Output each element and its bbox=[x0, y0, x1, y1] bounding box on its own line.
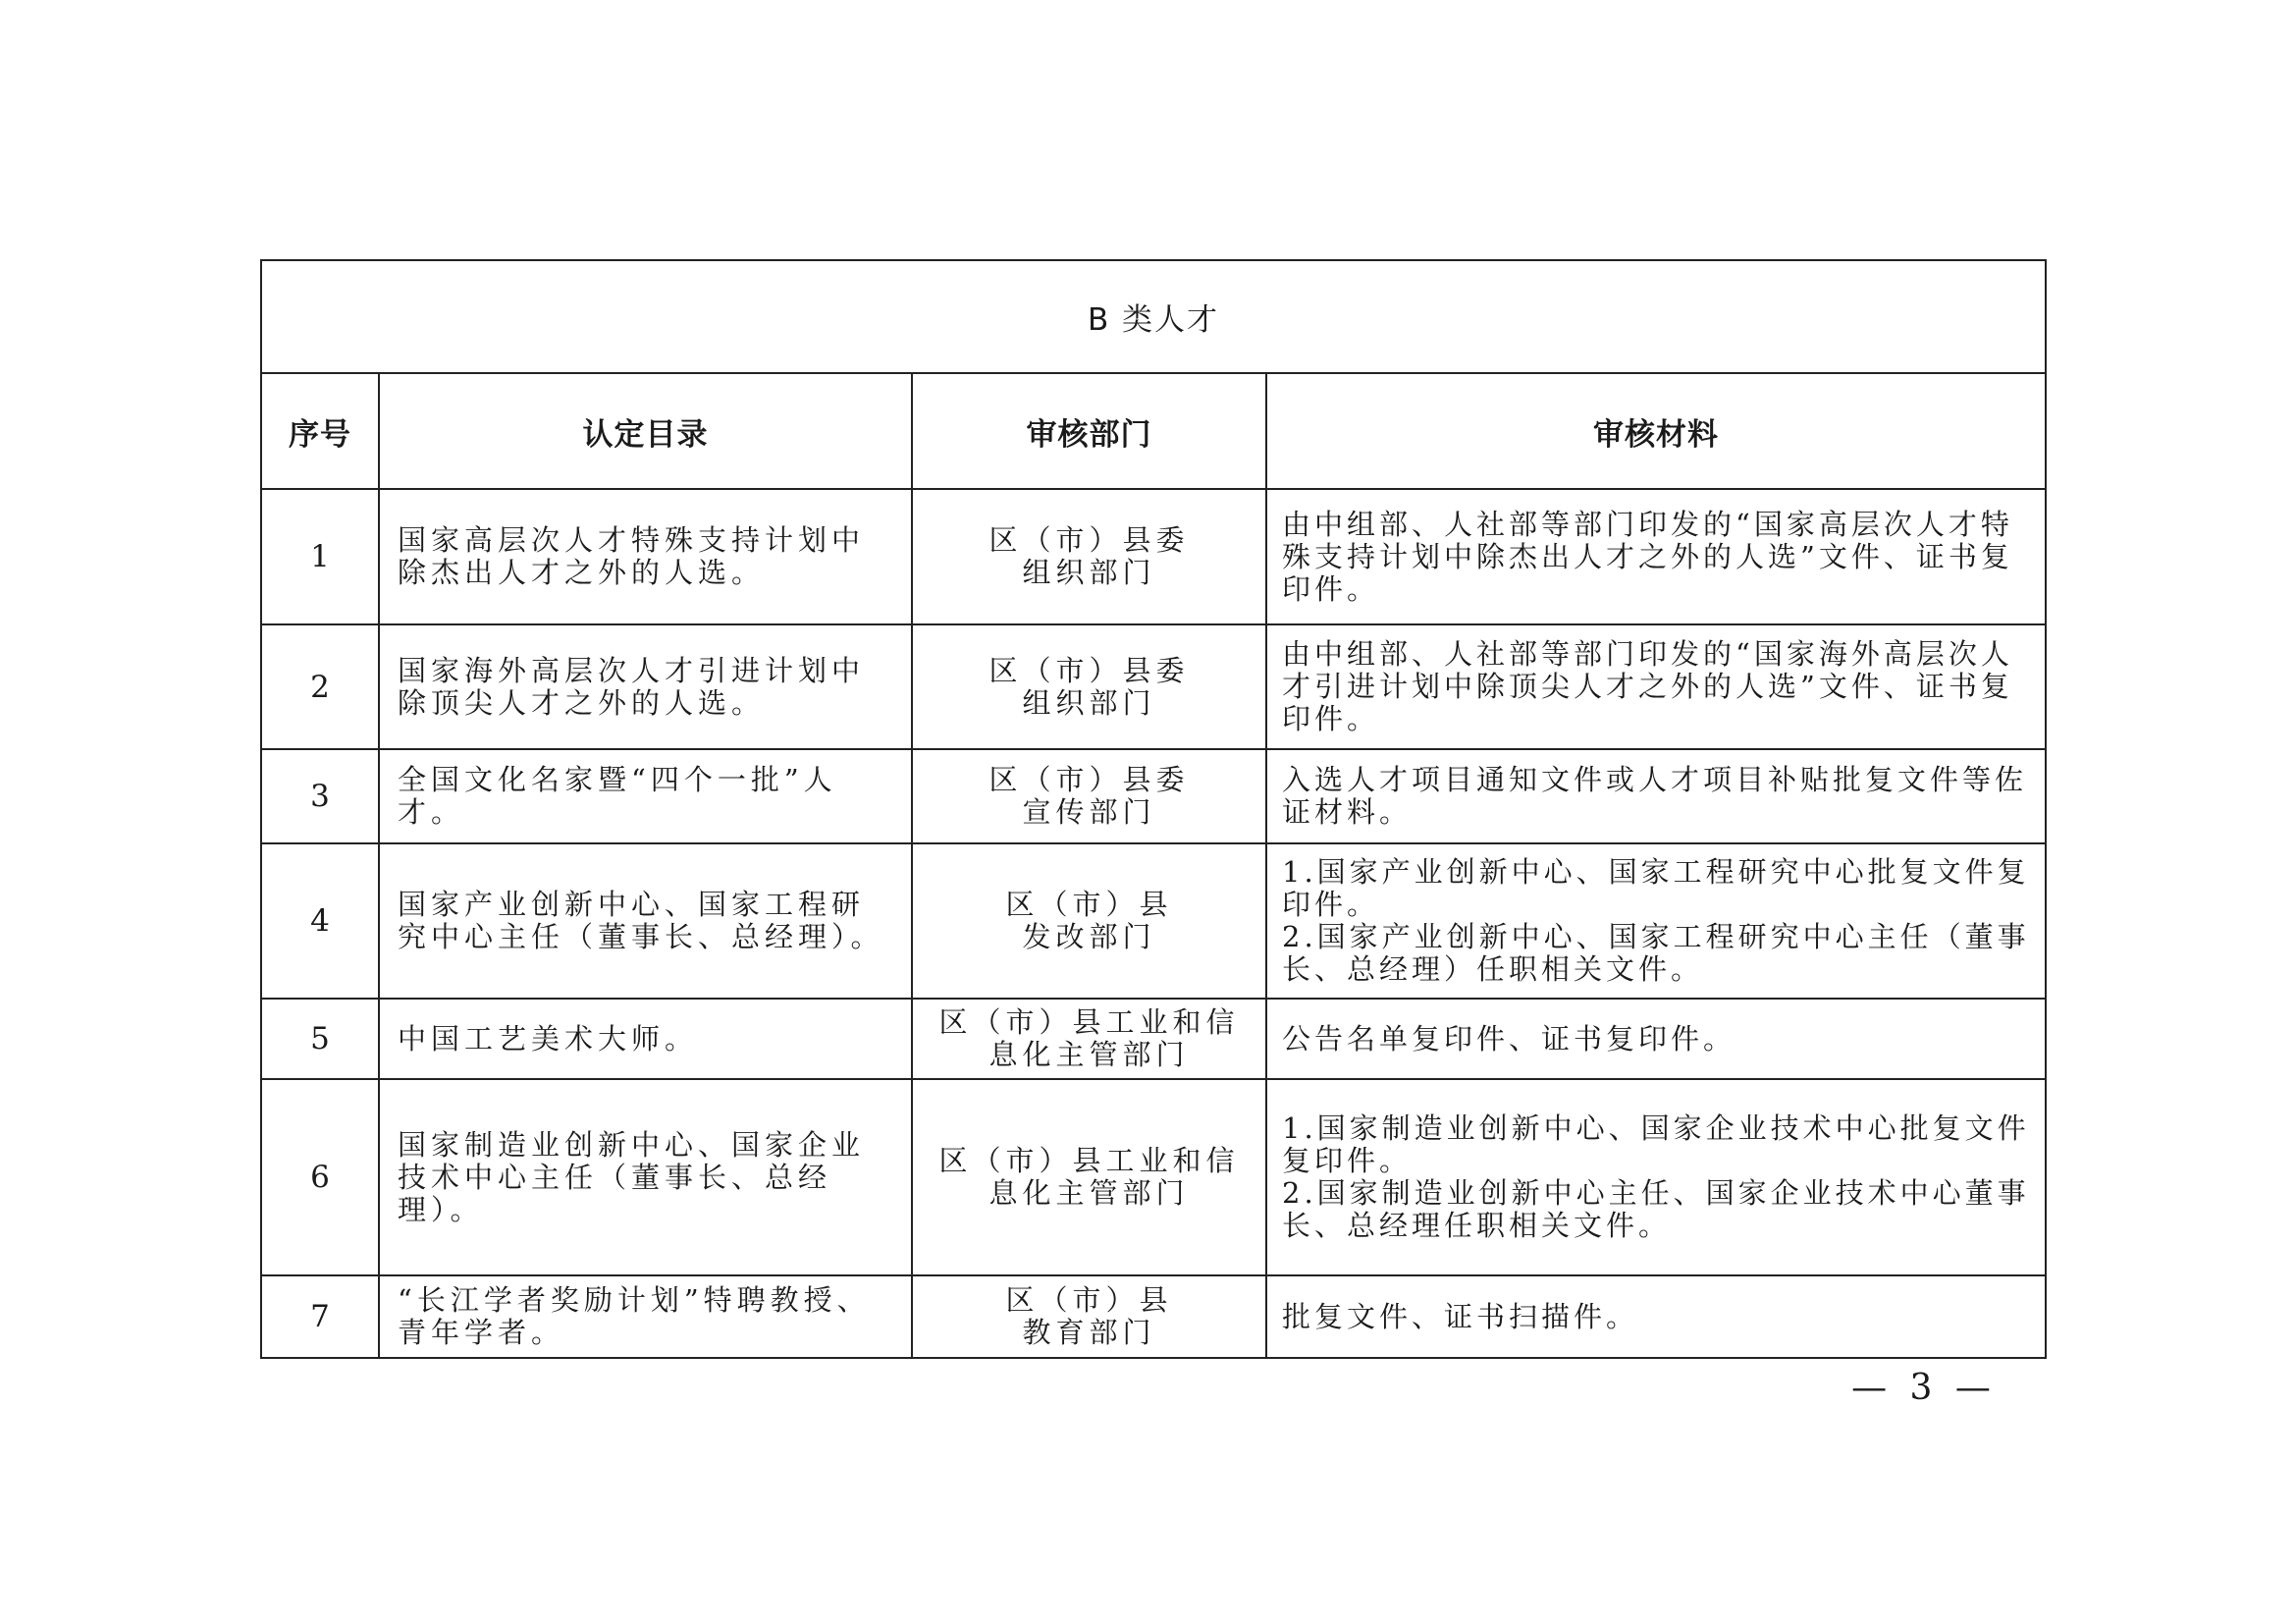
table-row bbox=[261, 1275, 2046, 1358]
header-materials: 审核材料 bbox=[1266, 373, 2046, 489]
department-line: 教育部门 bbox=[1022, 1316, 1156, 1349]
row-materials bbox=[1266, 843, 2046, 999]
row-catalog: 中国工艺美术大师。 bbox=[379, 999, 912, 1079]
materials-line: 1.国家制造业创新中心、国家企业技术中心批复文件复印件。 bbox=[1282, 1111, 2030, 1177]
materials-line: 入选人才项目通知文件或人才项目补贴批复文件等佐证材料。 bbox=[1282, 763, 2028, 829]
materials-line: 2.国家产业创新中心、国家工程研究中心主任（董事长、总经理）任职相关文件。 bbox=[1282, 920, 2030, 986]
page-number: — 3 — bbox=[1851, 1368, 1997, 1408]
row-index: 6 bbox=[261, 1079, 379, 1275]
row-department bbox=[912, 843, 1266, 999]
department-line: 区（市）县 bbox=[1005, 888, 1173, 921]
row-materials bbox=[1266, 749, 2046, 843]
row-catalog: 国家产业创新中心、国家工程研究中心主任（董事长、总经理）。 bbox=[379, 843, 912, 999]
row-index: 5 bbox=[261, 999, 379, 1079]
row-index: 4 bbox=[261, 843, 379, 999]
row-catalog: 国家海外高层次人才引进计划中除顶尖人才之外的人选。 bbox=[379, 624, 912, 749]
materials-line: 2.国家制造业创新中心主任、国家企业技术中心董事长、总经理任职相关文件。 bbox=[1282, 1176, 2030, 1242]
table-row bbox=[261, 624, 2046, 749]
table-row bbox=[261, 749, 2046, 843]
table-row bbox=[261, 1079, 2046, 1275]
row-index: 7 bbox=[261, 1275, 379, 1358]
materials-line: 批复文件、证书扫描件。 bbox=[1282, 1299, 1639, 1333]
department-line: 区（市）县委 bbox=[988, 653, 1190, 687]
table-row bbox=[261, 843, 2046, 999]
talent-table bbox=[260, 259, 2047, 1359]
materials-line: 由中组部、人社部等部门印发的“国家高层次人才特殊支持计划中除杰出人才之外的人选”文件、证书复印件。 bbox=[1282, 507, 2013, 606]
department-line: 区（市）县委 bbox=[988, 523, 1190, 557]
row-materials bbox=[1266, 999, 2046, 1079]
department-line: 区（市）县委 bbox=[988, 763, 1190, 796]
header-department: 审核部门 bbox=[912, 373, 1266, 489]
title-row bbox=[261, 260, 2046, 373]
materials-line: 公告名单复印件、证书复印件。 bbox=[1282, 1021, 1736, 1056]
department-line: 组织部门 bbox=[1022, 556, 1156, 589]
row-catalog: 国家制造业创新中心、国家企业技术中心主任（董事长、总经理）。 bbox=[379, 1079, 912, 1275]
department-line: 宣传部门 bbox=[1022, 795, 1156, 829]
materials-line: 由中组部、人社部等部门印发的“国家海外高层次人才引进计划中除顶尖人才之外的人选”文件、证书复印件。 bbox=[1282, 637, 2013, 735]
row-index: 1 bbox=[261, 489, 379, 624]
header-index: 序号 bbox=[261, 373, 379, 489]
row-index: 3 bbox=[261, 749, 379, 843]
header-catalog: 认定目录 bbox=[379, 373, 912, 489]
department-line: 发改部门 bbox=[1022, 920, 1156, 953]
row-department bbox=[912, 1275, 1266, 1358]
header-row bbox=[261, 373, 2046, 489]
row-catalog: 国家高层次人才特殊支持计划中除杰出人才之外的人选。 bbox=[379, 489, 912, 624]
department-line: 区（市）县工业和信息化主管部门 bbox=[938, 1005, 1240, 1071]
department-line: 区（市）县工业和信息化主管部门 bbox=[938, 1144, 1240, 1210]
row-index: 2 bbox=[261, 624, 379, 749]
department-line: 区（市）县 bbox=[1005, 1283, 1173, 1317]
row-department bbox=[912, 749, 1266, 843]
row-department bbox=[912, 624, 1266, 749]
table-row bbox=[261, 489, 2046, 624]
department-line: 组织部门 bbox=[1022, 685, 1156, 720]
row-materials bbox=[1266, 1079, 2046, 1275]
row-department bbox=[912, 489, 1266, 624]
table-row bbox=[261, 999, 2046, 1079]
row-department bbox=[912, 1079, 1266, 1275]
row-materials bbox=[1266, 624, 2046, 749]
row-catalog: “长江学者奖励计划”特聘教授、青年学者。 bbox=[379, 1275, 912, 1358]
row-department bbox=[912, 999, 1266, 1079]
materials-line: 1.国家产业创新中心、国家工程研究中心批复文件复印件。 bbox=[1282, 855, 2030, 921]
row-catalog: 全国文化名家暨“四个一批”人才。 bbox=[379, 749, 912, 843]
table-title: B 类人才 bbox=[261, 260, 2046, 373]
row-materials bbox=[1266, 489, 2046, 624]
row-materials bbox=[1266, 1275, 2046, 1358]
